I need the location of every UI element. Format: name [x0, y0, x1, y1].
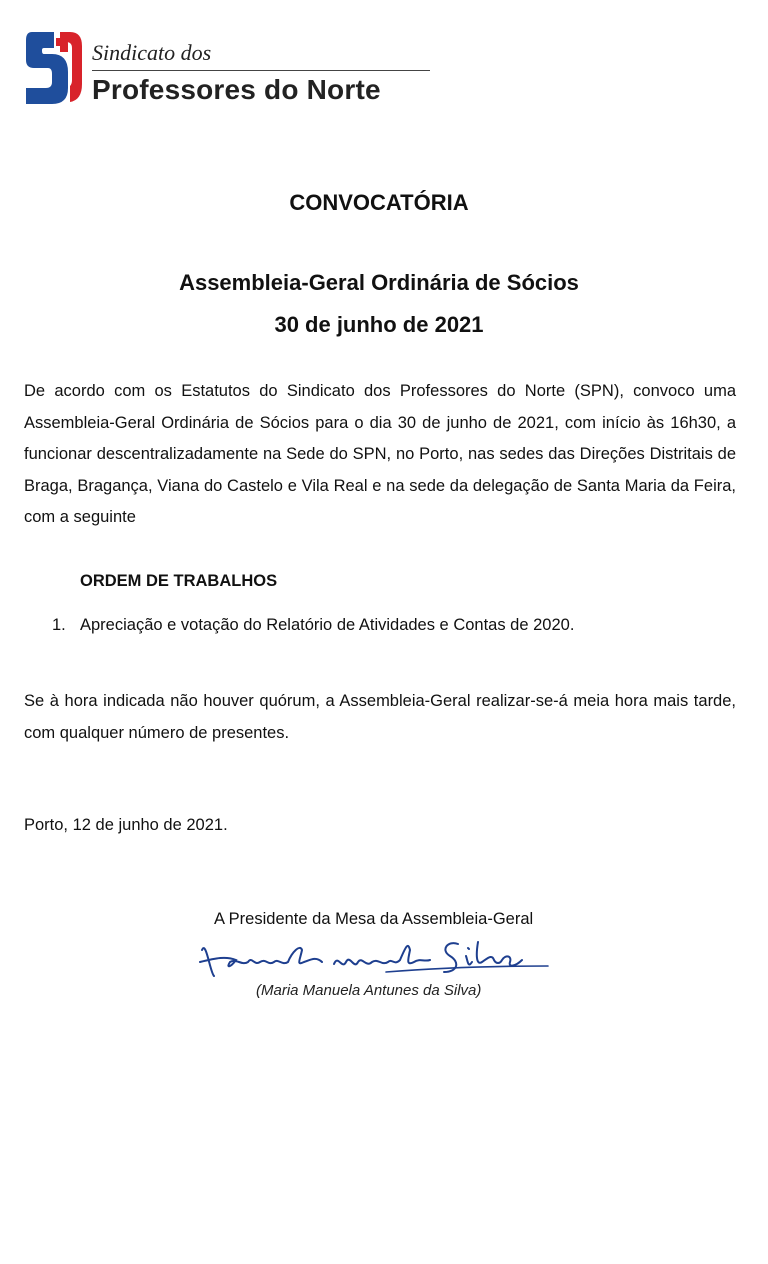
place-date: Porto, 12 de junho de 2021. — [24, 816, 228, 834]
agenda-heading: ORDEM DE TRABALHOS — [80, 572, 278, 590]
handwritten-signature — [196, 932, 556, 984]
document-subtitle: Assembleia-Geral Ordinária de Sócios — [179, 270, 579, 295]
agenda-item-text: Apreciação e votação do Relatório de Atividades e Contas de 2020. — [80, 616, 575, 634]
spn-logo — [24, 30, 434, 108]
convocation-paragraph: De acordo com os Estatutos do Sindicato dos Professores do Norte (SPN), convoco uma Assembleia-Geral Ordinária de Sócios para o dia 30 de junho de 2021, com início às 16h30, a funcionar descentralizadamente na Sede do SPN, no Porto, nas sedes das Direções Distritais de Braga, Bragança, Viana do Castelo e Vila Real e na sede da delegação de Santa Maria da Feira, com a seguinte — [24, 382, 736, 526]
spn-logo-mark-icon — [24, 30, 84, 106]
logo-divider — [92, 70, 430, 71]
agenda-item-number: 1. — [52, 616, 66, 634]
signatory-name: (Maria Manuela Antunes da Silva) — [256, 982, 482, 999]
logo-text-top: Sindicato dos — [92, 40, 212, 65]
logo-text-bottom: Professores do Norte — [92, 74, 381, 105]
signatory-title: A Presidente da Mesa da Assembleia-Geral — [214, 910, 534, 928]
quorum-paragraph: Se à hora indicada não houver quórum, a Assembleia-Geral realizar-se-á meia hora mais tarde, com qualquer número de presentes. — [24, 692, 736, 742]
document-date-heading: 30 de junho de 2021 — [274, 312, 484, 337]
document-title: CONVOCATÓRIA — [289, 190, 469, 215]
